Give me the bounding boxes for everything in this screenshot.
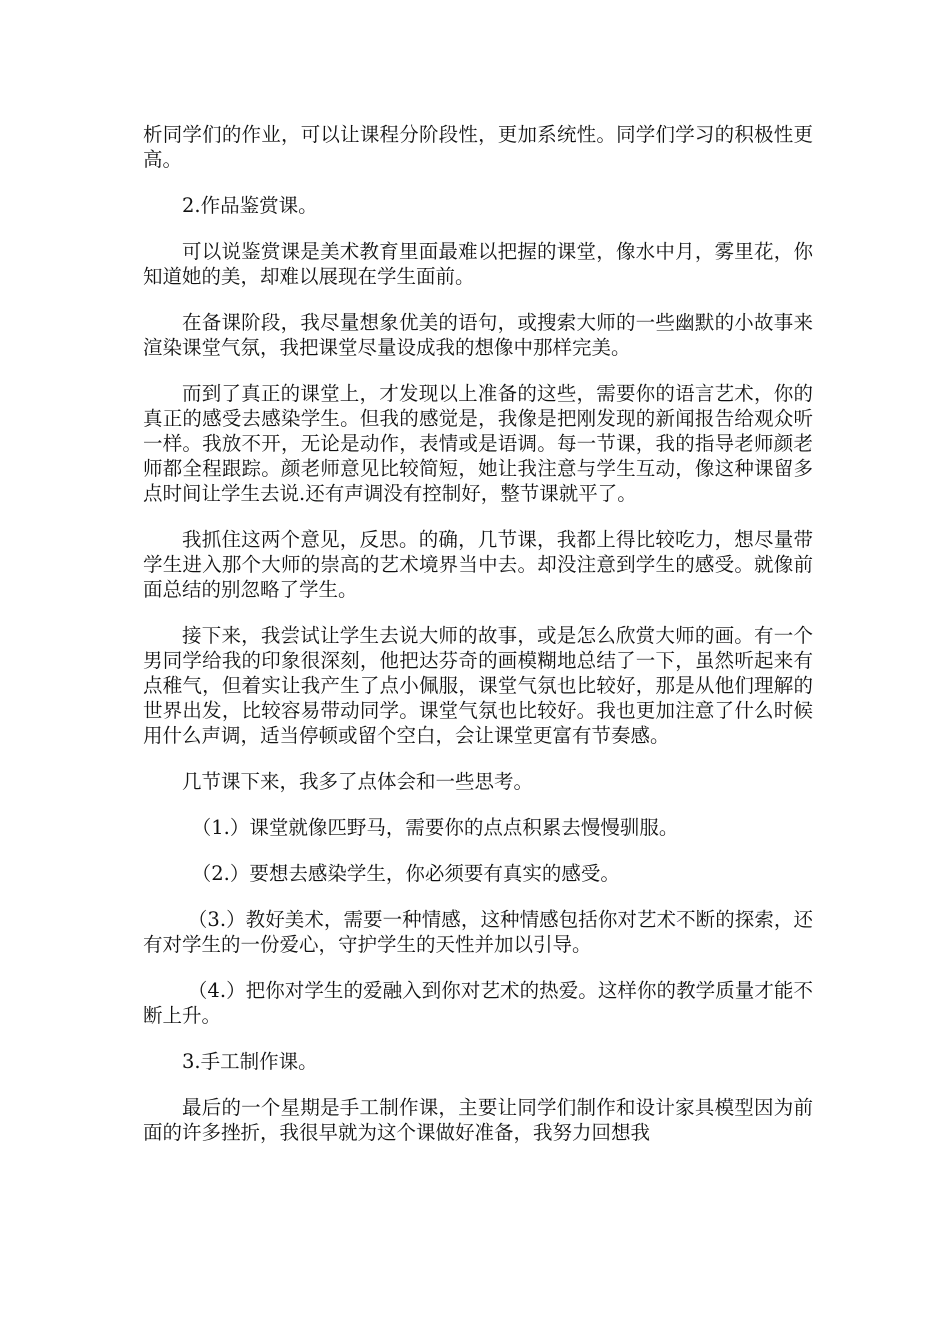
list-item: （3.）教好美术，需要一种情感，这种情感包括你对艺术不断的探索，还有对学生的一份爱心，守护学生的天性并加以引导。	[143, 908, 813, 956]
paragraph: 而到了真正的课堂上，才发现以上准备的这些，需要你的语言艺术，你的真正的感受去感染学生。但我的感觉是，我像是把刚发现的新闻报告给观众听一样。我放不开，无论是动作，表情或是语调。每一节课，我的指导老师颜老师都全程跟踪。颜老师意见比较简短，她让我注意与学生互动，像这种课留多点时间让学生去说.还有声调没有控制好，整节课就平了。	[143, 382, 813, 505]
document-body	[143, 122, 813, 1166]
paragraph: 可以说鉴赏课是美术教育里面最难以把握的课堂，像水中月，雾里花，你知道她的美，却难以展现在学生面前。	[143, 240, 813, 288]
section-heading-handcraft: 3.手工制作课。	[182, 1050, 318, 1073]
paragraph: 最后的一个星期是手工制作课，主要让同学们制作和设计家具模型因为前面的许多挫折，我很早就为这个课做好准备，我努力回想我	[143, 1096, 813, 1144]
paragraph: 在备课阶段，我尽量想象优美的语句，或搜索大师的一些幽默的小故事来渲染课堂气氛，我把课堂尽量设成我的想像中那样完美。	[143, 311, 813, 359]
paragraph: 接下来，我尝试让学生去说大师的故事，或是怎么欣赏大师的画。有一个男同学给我的印象很深刻，他把达芬奇的画模糊地总结了一下，虽然听起来有点稚气，但着实让我产生了点小佩服，课堂气氛也比较好，那是从他们理解的世界出发，比较容易带动同学。课堂气氛也比较好。我也更加注意了什么时候用什么声调，适当停顿或留个空白，会让课堂更富有节奏感。	[143, 624, 813, 747]
list-item: （1.）课堂就像匹野马，需要你的点点积累去慢慢驯服。	[191, 816, 679, 839]
paragraph: 我抓住这两个意见，反思。的确，几节课，我都上得比较吃力，想尽量带学生进入那个大师的崇高的艺术境界当中去。却没注意到学生的感受。就像前面总结的别忽略了学生。	[143, 528, 813, 601]
paragraph-continuation: 析同学们的作业，可以让课程分阶段性，更加系统性。同学们学习的积极性更高。	[143, 123, 813, 171]
section-heading-appreciation: 2.作品鉴赏课。	[182, 194, 318, 217]
list-item: （4.）把你对学生的爱融入到你对艺术的热爱。这样你的教学质量才能不断上升。	[143, 979, 813, 1027]
paragraph: 几节课下来，我多了点体会和一些思考。	[182, 770, 534, 793]
list-item: （2.）要想去感染学生，你必须要有真实的感受。	[191, 862, 620, 885]
